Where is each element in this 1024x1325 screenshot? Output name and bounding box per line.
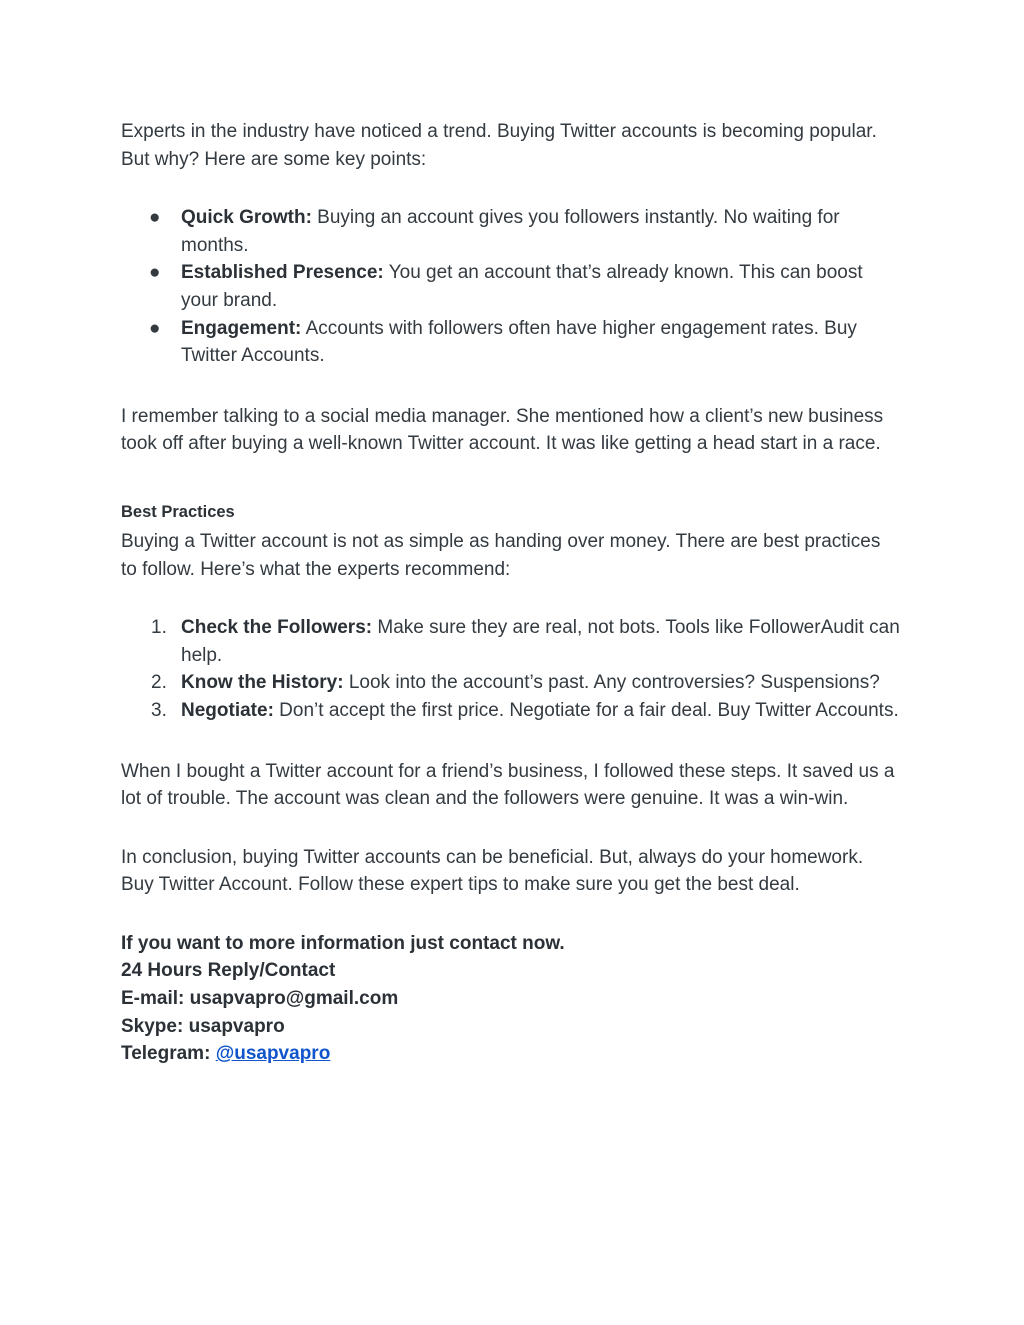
conclusion-paragraph: In conclusion, buying Twitter accounts can be beneficial. But, always do your homework. Buy Twitter Account. Follow these expert tips to make sure you get the best deal. [121,846,864,896]
telegram-label: Telegram: [121,1043,216,1065]
contact-reply-hours: 24 Hours Reply/Contact [121,960,336,982]
key-point-label: Established Presence: [181,262,384,284]
intro-paragraph: Experts in the industry have noticed a trend. Buying Twitter accounts is becoming popular. But why? Here are some key points: [121,121,877,170]
best-practices-list [121,614,901,724]
bullet-icon: ● [149,207,161,229]
key-point-label: Engagement: [181,317,302,339]
telegram-link[interactable]: @usapvapro [215,1043,331,1065]
best-practices-intro: Buying a Twitter account is not as simple as handing over money. There are best practices to follow. Here’s what the experts recommend: [121,530,881,580]
list-item [121,315,901,370]
list-item [121,669,901,697]
list-item [121,204,901,259]
best-practices-heading: Best Practices [121,502,235,521]
step-text: Make sure they are real, not bots. Tools like FollowerAudit can help. [181,617,900,666]
step-text: Don’t accept the first price. Negotiate for a fair deal. Buy Twitter Accounts. [273,699,899,721]
contact-skype: Skype: usapvapro [121,1015,285,1037]
contact-email: E-mail: usapvapro@gmail.com [121,988,399,1010]
experience-paragraph: When I bought a Twitter account for a friend’s business, I followed these steps. It saved us a lot of trouble. The account was clean and the followers were genuine. It was a win-win. [121,760,895,810]
contact-block [121,930,901,1068]
document-body [121,118,901,1068]
anecdote-paragraph: I remember talking to a social media manager. She mentioned how a client’s new business took off after buying a well-known Twitter account. It was like getting a head start in a race. [121,405,884,455]
contact-telegram [121,1040,901,1068]
step-text: Look into the account’s past. Any controversies? Suspensions? [343,672,880,694]
list-item [121,259,901,314]
step-number: 3. [151,699,167,721]
step-label: Check the Followers: [181,617,373,639]
list-item [121,614,901,669]
bullet-icon: ● [149,317,161,339]
key-point-text: Accounts with followers often have higher engagement rates. Buy Twitter Accounts. [181,317,857,367]
list-item [121,697,901,725]
step-number: 2. [151,672,167,694]
key-point-text: You get an account that’s already known. This can boost your brand. [181,262,863,311]
step-number: 1. [151,617,167,639]
key-point-label: Quick Growth: [181,207,312,229]
key-point-text: Buying an account gives you followers instantly. No waiting for months. [181,207,840,256]
key-points-list [121,204,901,370]
contact-cta: If you want to more information just contact now. [121,932,565,954]
bullet-icon: ● [149,262,161,284]
step-label: Know the History: [181,672,344,694]
step-label: Negotiate: [181,699,274,721]
